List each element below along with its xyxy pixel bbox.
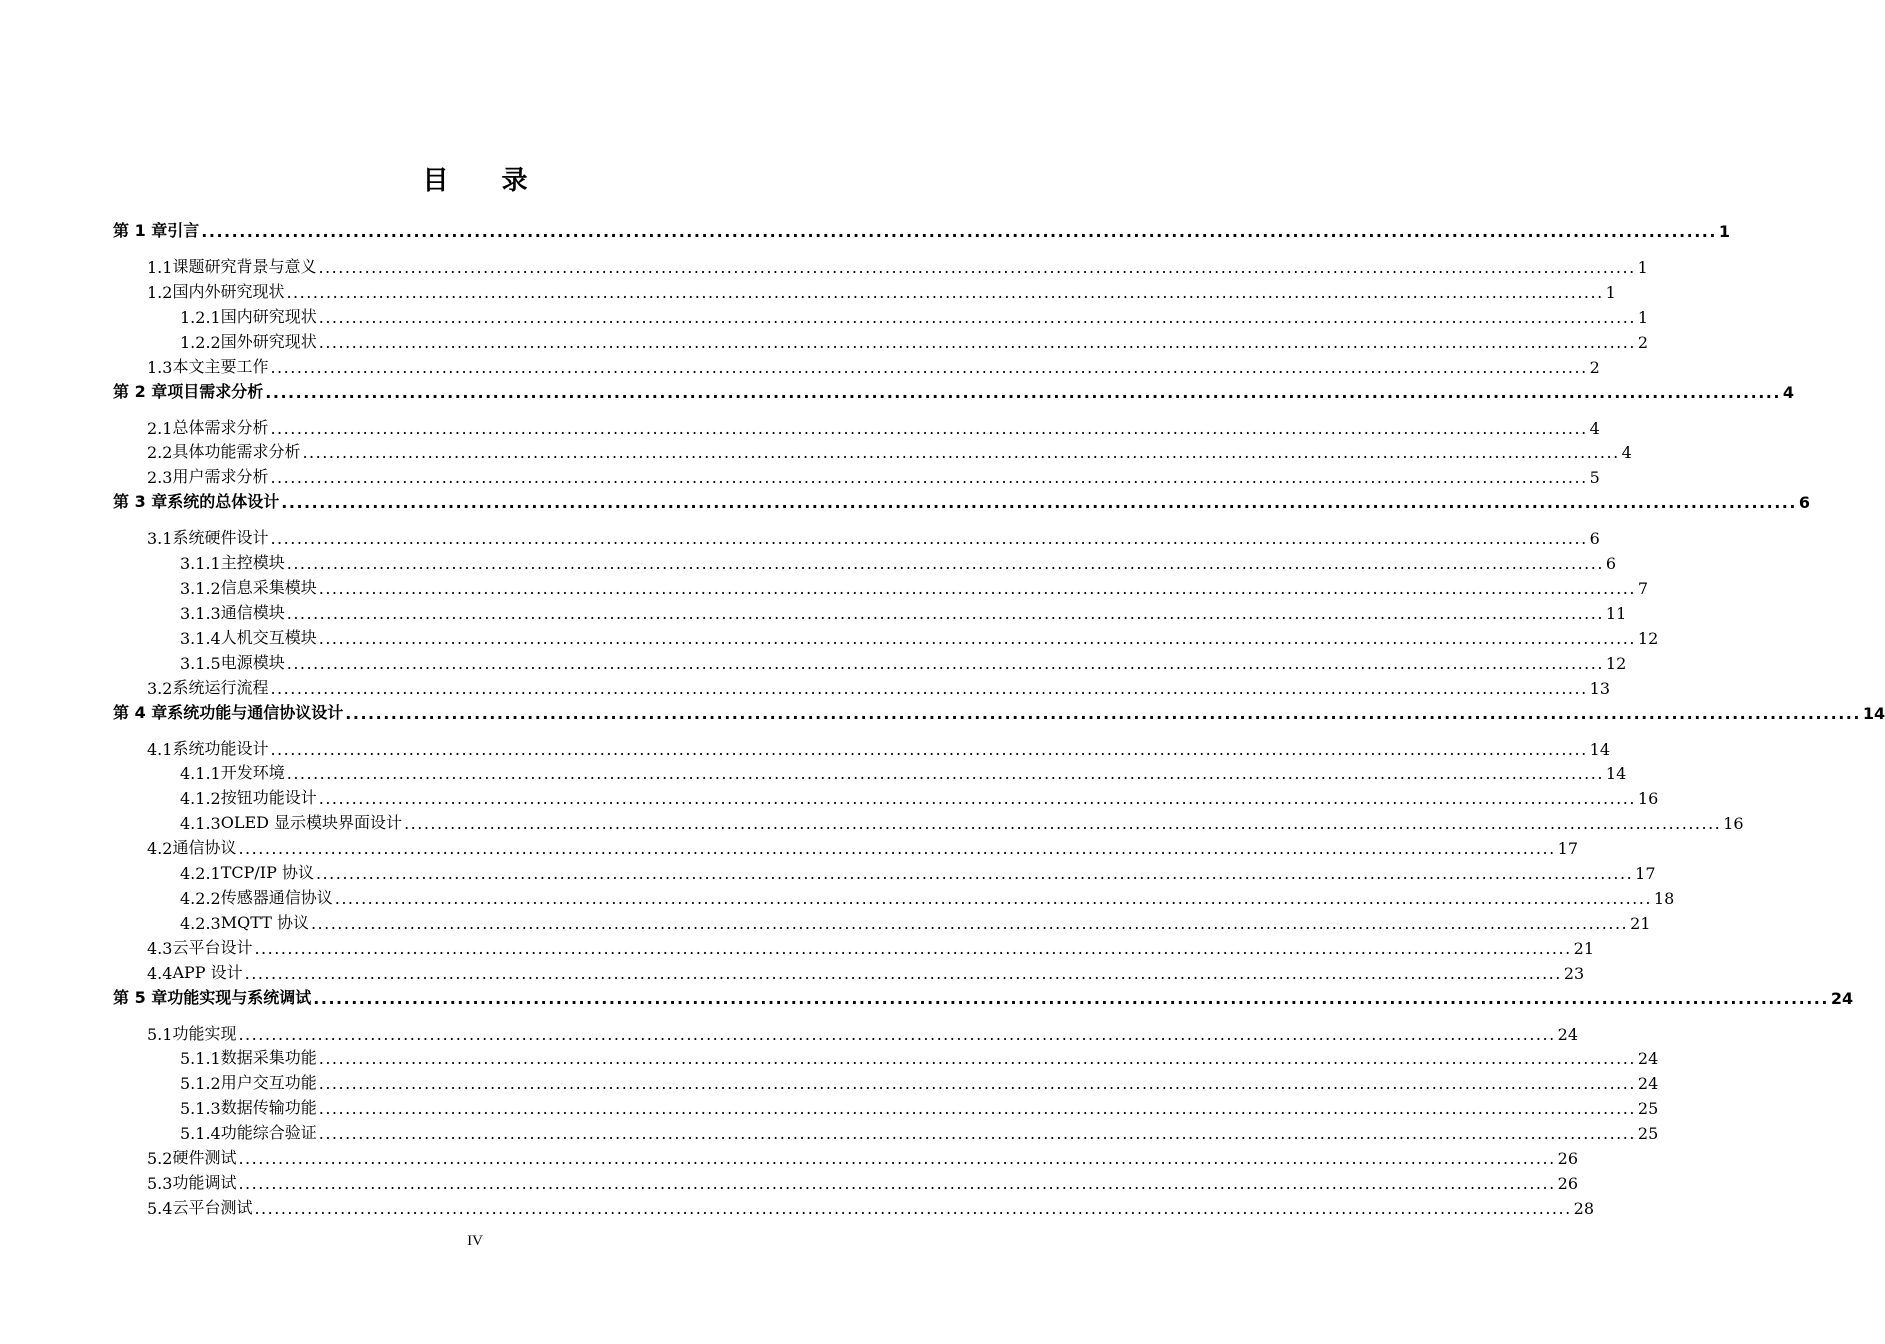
toc-entry-page: 6 <box>1605 554 1617 574</box>
toc-entry-page: 5 <box>1589 468 1600 488</box>
toc-dot-leader: ........................................................................................................................................................................................................ <box>254 938 1572 958</box>
toc-entry[interactable] <box>147 355 1600 377</box>
toc-dot-leader: ........................................................................................................................................................................................................ <box>286 554 1604 574</box>
toc-entry-page: 14 <box>1605 764 1627 784</box>
toc-dot-leader: ........................................................................................................................................................................................................ <box>270 357 1588 377</box>
toc-entry-title: 功能综合验证 <box>220 1123 317 1143</box>
toc-dot-leader: ........................................................................................................................................................................................................ <box>318 332 1636 352</box>
toc-entry[interactable] <box>147 737 1611 759</box>
toc-entry-number: 1.3 <box>147 357 173 377</box>
toc-entry-page: 1 <box>1605 282 1616 302</box>
toc-entry[interactable] <box>180 651 1627 673</box>
toc-dot-leader: ........................................................................................................................................................................................................ <box>270 468 1588 488</box>
toc-entry-number: 3.1.5 <box>180 653 221 673</box>
toc-entry[interactable] <box>180 1096 1659 1119</box>
toc-entry[interactable] <box>147 280 1616 302</box>
toc-entry-number: 4.2.3 <box>180 913 221 933</box>
toc-dot-leader: ........................................................................................................................................................................................................ <box>270 678 1588 698</box>
toc-entry-page: 1 <box>1718 222 1731 241</box>
toc-entry-title: 按钮功能设计 <box>220 788 317 808</box>
toc-entry-page: 12 <box>1637 628 1659 648</box>
toc-entry[interactable] <box>180 761 1627 784</box>
toc-entry-title: 硬件测试 <box>172 1148 237 1167</box>
toc-entry-page: 24 <box>1637 1049 1659 1069</box>
toc-entry[interactable] <box>180 330 1649 352</box>
toc-entry-page: 24 <box>1830 988 1854 1008</box>
toc-entry-number: 第 2 章 <box>113 381 168 401</box>
toc-title: 目 录 <box>422 166 550 196</box>
toc-dot-leader: ........................................................................................................................................................................................................ <box>286 653 1604 673</box>
toc-entry-title: 系统运行流程 <box>172 677 269 697</box>
toc-entry-page: 25 <box>1637 1124 1659 1144</box>
toc-entry-page: 17 <box>1635 864 1656 883</box>
toc-entry-number: 2.1 <box>147 418 173 438</box>
toc-dot-leader: ........................................................................................................................................................................................................ <box>270 418 1588 438</box>
toc-dot-leader: ........................................................................................................................................................................................................ <box>201 222 1717 241</box>
toc-entry[interactable] <box>180 1071 1659 1094</box>
toc-entry-number: 1.2.2 <box>180 332 221 352</box>
toc-entry-number: 1.2 <box>147 282 173 302</box>
toc-dot-leader: ........................................................................................................................................................................................................ <box>318 1124 1636 1144</box>
toc-entry-number: 5.4 <box>147 1198 173 1218</box>
toc-entry-number: 3.1.2 <box>180 579 221 598</box>
toc-entry-page: 28 <box>1573 1198 1595 1218</box>
toc-entry-number: 2.2 <box>147 443 173 463</box>
toc-dot-leader: ........................................................................................................................................................................................................ <box>315 864 1634 883</box>
toc-entry[interactable] <box>147 836 1579 859</box>
toc-entry-number: 3.2 <box>147 678 173 698</box>
toc-entry-number: 4.1 <box>147 739 173 759</box>
toc-entry-number: 1.1 <box>147 258 173 277</box>
toc-entry-title: 主控模块 <box>220 553 285 573</box>
toc-entry-number: 第 1 章 <box>113 221 168 240</box>
toc-dot-leader: ........................................................................................................................................................................................................ <box>286 603 1604 623</box>
toc-entry[interactable] <box>113 490 1811 513</box>
toc-entry-title: 系统功能与通信协议设计 <box>167 702 344 722</box>
toc-entry-number: 第 3 章 <box>113 492 168 512</box>
toc-entry-number: 5.2 <box>147 1149 173 1168</box>
toc-entry-page: 12 <box>1605 653 1627 673</box>
toc-dot-leader: ........................................................................................................................................................................................................ <box>318 307 1636 327</box>
toc-entry-title: MQTT 协议 <box>220 912 309 932</box>
toc-dot-leader: ........................................................................................................................................................................................................ <box>254 1198 1572 1218</box>
toc-entry-title: 人机交互模块 <box>220 627 317 647</box>
toc-entry[interactable] <box>180 601 1627 623</box>
toc-entry[interactable] <box>147 416 1600 438</box>
toc-entry[interactable] <box>147 1196 1595 1218</box>
toc-dot-leader: ........................................................................................................................................................................................................ <box>238 1024 1556 1044</box>
toc-entry-page: 14 <box>1589 739 1611 759</box>
toc-entry-page: 24 <box>1637 1074 1659 1094</box>
toc-entry-page: 11 <box>1605 603 1627 623</box>
toc-entry-page: 2 <box>1589 357 1600 377</box>
toc-entry-title: 云平台设计 <box>172 937 253 957</box>
toc-entry-number: 4.1.2 <box>180 789 221 809</box>
toc-entry-number: 1.2.1 <box>180 307 221 327</box>
toc-entry-title: OLED 显示模块界面设计 <box>220 813 403 833</box>
toc-entry-title: 引言 <box>167 221 200 240</box>
toc-entry-title: 具体功能需求分析 <box>172 442 301 462</box>
toc-dot-leader: ........................................................................................................................................................................................................ <box>318 628 1636 648</box>
toc-entry-number: 5.1.3 <box>180 1099 221 1119</box>
toc-entry[interactable] <box>113 380 1795 402</box>
toc-entry[interactable] <box>180 911 1651 933</box>
toc-entry[interactable] <box>147 1022 1579 1044</box>
toc-dot-leader: ........................................................................................................................................................................................................ <box>281 493 1797 513</box>
toc-entry-number: 4.1.1 <box>180 764 221 784</box>
toc-entry-title: 国内研究现状 <box>220 306 317 326</box>
toc-entry-page: 26 <box>1557 1149 1579 1168</box>
toc-entry-title: 功能实现与系统调试 <box>167 987 312 1007</box>
toc-entry[interactable] <box>180 861 1656 883</box>
toc-dot-leader: ........................................................................................................................................................................................................ <box>238 839 1556 859</box>
toc-entry-page: 14 <box>1862 703 1885 723</box>
toc-entry-title: 数据采集功能 <box>220 1048 317 1068</box>
page-number: IV <box>467 1233 483 1249</box>
toc-entry-number: 5.3 <box>147 1173 173 1193</box>
toc-entry[interactable] <box>147 936 1595 958</box>
toc-entry[interactable] <box>147 676 1611 698</box>
toc-entry-page: 17 <box>1557 839 1579 859</box>
toc-dot-leader: ........................................................................................................................................................................................................ <box>238 1173 1556 1193</box>
toc-entry[interactable] <box>147 465 1600 488</box>
toc-entry-number: 3.1.3 <box>180 603 221 623</box>
toc-entry-number: 5.1.2 <box>180 1074 221 1094</box>
toc-dot-leader: ........................................................................................................................................................................................................ <box>310 913 1629 933</box>
toc-entry[interactable] <box>147 440 1632 463</box>
toc-entry-page: 21 <box>1630 913 1651 933</box>
toc-entry[interactable] <box>180 626 1659 648</box>
toc-entry-page: 7 <box>1637 579 1649 598</box>
toc-dot-leader: ........................................................................................................................................................................................................ <box>318 1074 1636 1094</box>
toc-entry-page: 4 <box>1589 418 1600 438</box>
toc-entry-number: 5.1.1 <box>180 1049 221 1069</box>
toc-entry-number: 3.1.1 <box>180 554 221 574</box>
toc-entry-number: 5.1.4 <box>180 1124 221 1144</box>
toc-entry[interactable] <box>147 526 1600 549</box>
toc-entry-title: 本文主要工作 <box>172 356 269 376</box>
toc-entry-number: 5.1 <box>147 1024 173 1044</box>
toc-entry-title: 用户需求分析 <box>172 467 269 487</box>
toc-entry[interactable] <box>147 255 1648 277</box>
toc-entry-title: 用户交互功能 <box>220 1073 317 1093</box>
toc-dot-leader: ........................................................................................................................................................................................................ <box>286 282 1604 302</box>
toc-entry-title: 系统的总体设计 <box>167 492 280 512</box>
toc-entry-title: 开发环境 <box>220 763 285 783</box>
toc-entry-number: 4.1.3 <box>180 814 221 834</box>
toc-dot-leader: ........................................................................................................................................................................................................ <box>318 1049 1636 1069</box>
toc-dot-leader: ........................................................................................................................................................................................................ <box>318 1099 1636 1119</box>
toc-entry-number: 4.4 <box>147 963 173 983</box>
toc-entry-number: 4.2 <box>147 839 173 859</box>
toc-entry-title: TCP/IP 协议 <box>220 863 314 882</box>
toc-entry[interactable] <box>180 551 1617 574</box>
toc-entry-number: 4.2.1 <box>180 864 221 883</box>
toc-entry-title: 通信协议 <box>172 838 237 858</box>
toc-entry-number: 4.2.2 <box>180 888 221 908</box>
toc-dot-leader: ........................................................................................................................................................................................................ <box>318 579 1636 598</box>
toc-entry-title: APP 设计 <box>172 962 243 982</box>
toc-entry[interactable] <box>113 701 1885 723</box>
toc-dot-leader: ........................................................................................................................................................................................................ <box>318 258 1636 277</box>
toc-entry-page: 23 <box>1563 963 1585 983</box>
toc-entry[interactable] <box>147 1146 1579 1168</box>
toc-entry-page: 13 <box>1589 678 1611 698</box>
toc-entry-title: 功能实现 <box>172 1023 237 1043</box>
toc-entry[interactable] <box>180 786 1659 809</box>
toc-entry[interactable] <box>180 305 1649 327</box>
toc-dot-leader: ........................................................................................................................................................................................................ <box>244 963 1562 983</box>
toc-entry-page: 6 <box>1798 493 1811 513</box>
toc-entry-page: 4 <box>1782 382 1795 402</box>
toc-entry[interactable] <box>147 1171 1579 1193</box>
toc-dot-leader: ........................................................................................................................................................................................................ <box>238 1149 1556 1168</box>
toc-entry-page: 21 <box>1573 938 1595 958</box>
toc-entry-page: 24 <box>1557 1024 1579 1044</box>
toc-entry-title: 通信模块 <box>220 602 285 622</box>
toc-entry-page: 4 <box>1621 443 1632 463</box>
toc-dot-leader: ........................................................................................................................................................................................................ <box>318 789 1636 809</box>
toc-entry[interactable] <box>113 219 1731 241</box>
toc-entry[interactable] <box>147 961 1585 983</box>
toc-entry-title: 国外研究现状 <box>220 331 317 351</box>
toc-entry-title: 课题研究背景与意义 <box>172 257 317 276</box>
toc-entry-title: 总体需求分析 <box>172 417 269 437</box>
toc-entry-page: 25 <box>1637 1099 1659 1119</box>
toc-entry-title: 系统功能设计 <box>172 738 269 758</box>
toc-entry[interactable] <box>180 811 1744 834</box>
toc-entry-number: 3.1 <box>147 529 173 549</box>
toc-entry-title: 项目需求分析 <box>167 381 264 401</box>
toc-entry-title: 电源模块 <box>220 652 285 672</box>
toc-entry-page: 1 <box>1637 258 1648 277</box>
toc-entry-page: 1 <box>1637 307 1649 327</box>
toc-entry[interactable] <box>180 886 1675 908</box>
toc-entry-number: 2.3 <box>147 468 173 488</box>
toc-entry-page: 16 <box>1723 814 1744 834</box>
toc-dot-leader: ........................................................................................................................................................................................................ <box>270 739 1588 759</box>
toc-entry[interactable] <box>180 576 1649 598</box>
toc-entry-number: 第 4 章 <box>113 702 168 722</box>
toc-dot-leader: ........................................................................................................................................................................................................ <box>286 764 1604 784</box>
toc-entry-title: 国内外研究现状 <box>172 281 285 301</box>
toc-entry[interactable] <box>180 1046 1659 1069</box>
toc-dot-leader: ........................................................................................................................................................................................................ <box>265 382 1781 402</box>
toc-dot-leader: ........................................................................................................................................................................................................ <box>302 443 1620 463</box>
toc-entry-title: 传感器通信协议 <box>220 887 333 907</box>
toc-dot-leader: ........................................................................................................................................................................................................ <box>334 888 1652 908</box>
toc-dot-leader: ........................................................................................................................................................................................................ <box>345 703 1861 723</box>
toc-entry-number: 3.1.4 <box>180 628 221 648</box>
toc-entry-title: 云平台测试 <box>172 1197 253 1217</box>
toc-entry-title: 数据传输功能 <box>220 1098 317 1118</box>
toc-entry[interactable] <box>180 1121 1659 1144</box>
toc-entry-page: 2 <box>1637 332 1649 352</box>
toc-dot-leader: ........................................................................................................................................................................................................ <box>404 814 1722 834</box>
toc-entry-page: 16 <box>1637 789 1659 809</box>
toc-dot-leader: ........................................................................................................................................................................................................ <box>313 988 1829 1008</box>
toc-entry-page: 18 <box>1653 888 1675 908</box>
toc-entry-title: 信息采集模块 <box>220 578 317 597</box>
toc-entry[interactable] <box>113 986 1854 1008</box>
toc-entry-number: 4.3 <box>147 938 173 958</box>
toc-entry-title: 功能调试 <box>172 1172 237 1192</box>
toc-entry-page: 6 <box>1589 529 1600 549</box>
toc-entry-page: 26 <box>1557 1173 1579 1193</box>
toc-entry-title: 系统硬件设计 <box>172 528 269 548</box>
toc-entry-number: 第 5 章 <box>113 987 168 1007</box>
toc-dot-leader: ........................................................................................................................................................................................................ <box>270 529 1588 549</box>
